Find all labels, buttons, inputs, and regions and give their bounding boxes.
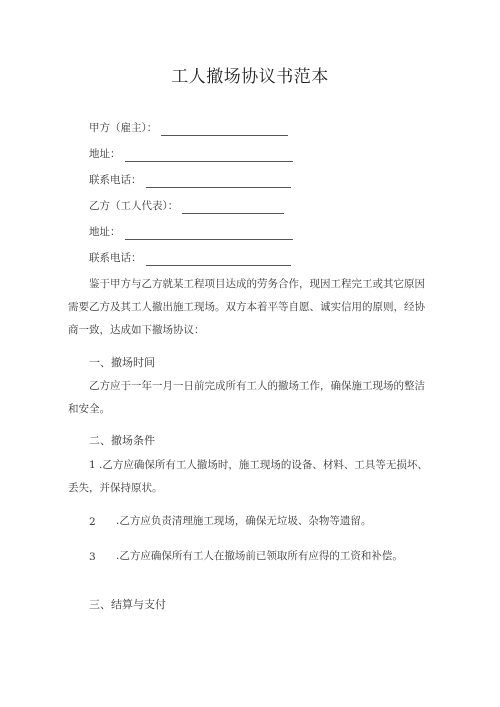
party-b-worker-label: 乙方（工人代表）： (89, 200, 179, 212)
party-a-employer-field (89, 120, 288, 136)
item-3-number: 3 (89, 551, 96, 563)
party-a-address-blank[interactable] (125, 149, 293, 162)
party-b-phone-label: 联系电话： (89, 252, 142, 264)
party-a-phone-field (89, 172, 291, 188)
party-b-worker-field (89, 198, 284, 214)
party-a-address-label: 地址： (89, 148, 121, 160)
party-b-worker-blank[interactable] (182, 201, 284, 214)
party-b-address-label: 地址： (89, 226, 121, 238)
party-a-phone-blank[interactable] (146, 175, 291, 188)
party-a-employer-label: 甲方（雇主）： (89, 122, 158, 134)
section-1-heading: 一、撤场时间 (89, 356, 155, 369)
party-b-phone-blank[interactable] (146, 253, 291, 266)
section-1-body: 乙方应于一年一月一日前完成所有工人的撤场工作，确保施工现场的整洁和安全。 (68, 380, 425, 415)
item-2-number: 2 (89, 516, 96, 528)
item-1-text: .乙方应确保所有工人撤场时，施工现场的设备、材料、工具等无损坏、丢失，并保持原状。 (68, 459, 428, 494)
party-a-employer-blank[interactable] (161, 123, 288, 136)
item-3-text: .乙方应确保所有工人在撤场前已领取所有应得的工资和补偿。 (116, 550, 403, 562)
party-b-address-blank[interactable] (125, 227, 293, 240)
party-a-phone-label: 联系电话： (89, 174, 142, 186)
section-2-heading: 二、撤场条件 (89, 434, 155, 447)
party-b-address-field (89, 224, 293, 240)
intro-paragraph: 鉴于甲方与乙方就某工程项目达成的劳务合作，现因工程完工或其它原因需要乙方及其工人撤出施工现场。双方本着平等自愿、诚实信用的原则，经协商一致，达成如下撤场协议： (68, 278, 425, 336)
section-3-heading: 三、结算与支付 (89, 598, 166, 611)
party-a-address-field (89, 146, 293, 162)
section-2-item-1 (68, 454, 432, 500)
item-2-text: .乙方应负责清理施工现场，确保无垃圾、杂物等遗留。 (116, 515, 372, 527)
party-b-phone-field (89, 250, 291, 266)
document-title: 工人撤场协议书范本 (171, 67, 329, 87)
item-1-number: 1 (89, 459, 96, 471)
